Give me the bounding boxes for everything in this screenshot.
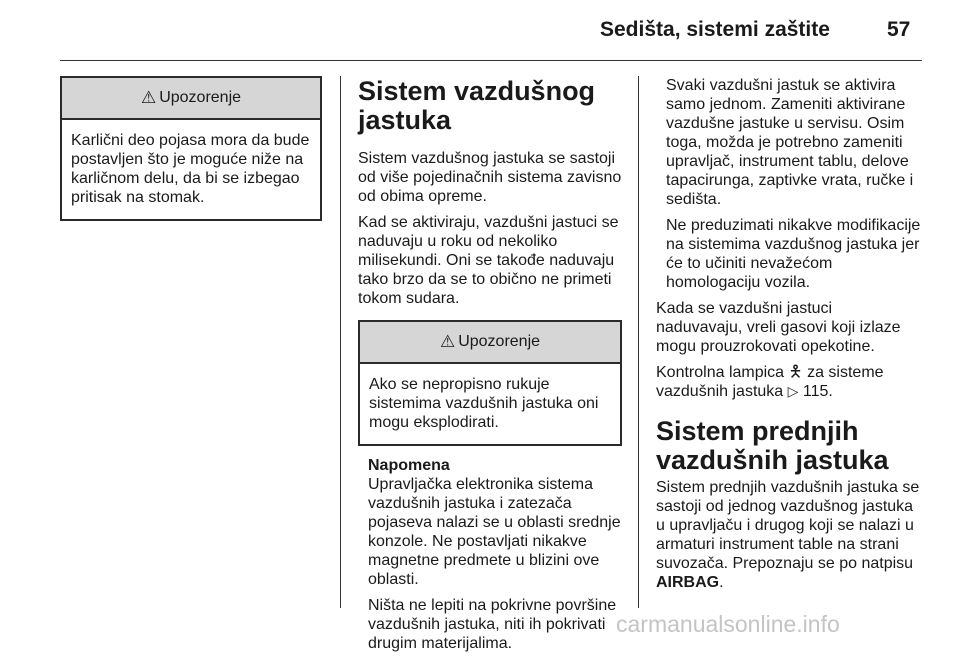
page-reference-icon: ▷: [787, 383, 799, 399]
note-block: [358, 456, 622, 653]
page-number: 57: [887, 18, 911, 41]
warning-header: [360, 322, 620, 364]
page-reference: 115.: [802, 383, 833, 400]
column-divider-left: [340, 76, 341, 608]
warning-box: [358, 320, 622, 446]
header-divider: [60, 60, 922, 61]
paragraph: Kad se aktiviraju, vazdušni jastuci se naduvaju u roku od nekoliko milisekundi. Oni se takođe naduvaju tako brzo da se to obično ne primeti tokom sudara.: [358, 214, 619, 307]
paragraph-indicator: [656, 363, 922, 401]
indented-block: [656, 76, 922, 292]
note-text: Upravljačka elektronika sistema vazdušnih jastuka i zatezača pojaseva nalazi se u oblasti srednje konzole. Ne postavljati nikakve magnetne predmete u blizini ove oblasti.: [368, 476, 621, 588]
running-header-title: Sedišta, sistemi zaštite: [600, 18, 830, 41]
warning-triangle-icon: ⚠: [140, 88, 157, 107]
paragraph: Ne preduzimati nikakve modifikacije na sistemima vazdušnog jastuka jer će to učiniti nevažećom homologaciju vozila.: [666, 217, 921, 291]
watermark: carmanualsonline.info: [616, 611, 840, 637]
paragraph: Svaki vazdušni jastuk se aktivira samo jednom. Zameniti aktivirane vazdušne jastuke u servisu. Osim toga, možda je potrebno zameniti upravljač, instrument tablu, delove tapacirunga, zaptivke vrata, ručke i sedišta.: [666, 77, 914, 208]
warning-header: [62, 78, 320, 120]
column-divider-right: [638, 76, 639, 608]
airbag-indicator-icon: 🯅: [788, 364, 803, 381]
paragraph: Kada se vazdušni jastuci naduvavaju, vreli gasovi koji izlaze mogu prouzrokovati opekotine.: [656, 300, 901, 355]
warning-triangle-icon: ⚠: [439, 332, 456, 351]
section-heading-front-airbag: Sistem prednjih vazdušnih jastuka: [656, 416, 889, 475]
warning-title: Upozorenje: [159, 89, 242, 106]
warning-text: Karlični deo pojasa mora da bude postavljen što je moguće niže na karličnom delu, da bi se izbegao pritisak na stomak.: [71, 132, 310, 206]
text-fragment: za sisteme vazdušnih jastuka: [656, 364, 884, 400]
column-middle: [358, 76, 622, 660]
warning-box: [60, 76, 322, 221]
text-fragment: Kontrolna lampica: [656, 364, 785, 381]
column-left: [60, 76, 322, 221]
paragraph: Ništa ne lepiti na pokrivne površine vazdušnih jastuka, niti ih pokrivati drugim materijalima.: [368, 597, 617, 652]
paragraph: [656, 478, 922, 592]
warning-text: Ako se nepropisno rukuje sistemima vazdušnih jastuka oni mogu eksplodirati.: [369, 376, 599, 431]
text-fragment: .: [719, 574, 724, 591]
warning-title: Upozorenje: [458, 333, 541, 350]
section-heading-airbag-system: Sistem vazdušnog jastuka: [358, 76, 596, 135]
column-right: [656, 76, 922, 599]
airbag-label: AIRBAG: [656, 574, 720, 591]
note-title: Napomena: [368, 457, 450, 474]
paragraph: Sistem vazdušnog jastuka se sastoji od više pojedinačnih sistema zavisno od obima opreme.: [358, 150, 622, 205]
text-fragment: Sistem prednjih vazdušnih jastuka se sastoji od jednog vazdušnog jastuka u upravljaču i drugog koji se nalazi u armaturi instrument table na strani suvozača. Prepoznaju se po natpisu: [656, 479, 920, 572]
